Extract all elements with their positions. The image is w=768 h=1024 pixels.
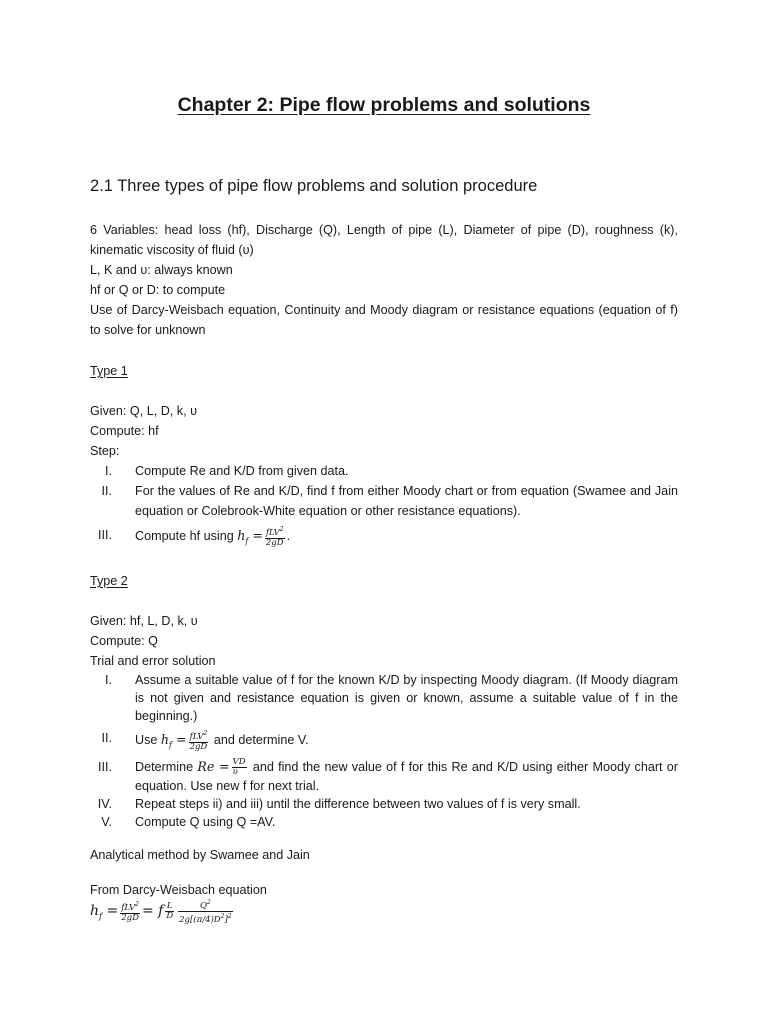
step-text: Repeat steps ii) and iii) until the difference between two values of f is very small. <box>135 797 581 812</box>
step-number: I. <box>105 464 112 478</box>
step-text-end: and find the new value of f for this Re and K/D using either Moody chart or equation. Use new f for next trial. <box>135 760 678 794</box>
use-paragraph: Use of Darcy-Weisbach equation, Continuity and Moody diagram or resistance equations (equation of f) to solve for unknown <box>90 303 678 337</box>
type2-given: Given: hf, L, D, k, υ <box>90 614 198 628</box>
step-number: III. <box>98 760 112 775</box>
step-number: IV. <box>97 797 112 812</box>
section-heading: 2.1 Three types of pipe flow problems and solution procedure <box>90 177 538 195</box>
type2-trial: Trial and error solution <box>90 654 216 668</box>
step-number: II. <box>101 484 112 498</box>
chapter-title: Chapter 2: Pipe flow problems and solutions <box>177 94 591 116</box>
step-text: Assume a suitable value of f for the known K/D by inspecting Moody diagram. (If Moody diagram is not given and resistance equation is given or known, assume a suitable value of f in the beginning.) <box>135 673 678 723</box>
list-item <box>90 461 678 481</box>
step-text: Compute hf using <box>135 528 234 543</box>
step-number: III. <box>98 528 112 542</box>
list-item <box>90 758 678 795</box>
step-number: I. <box>105 673 112 687</box>
step-number: V. <box>101 815 112 830</box>
head-loss-formula: $h_f$ = $\frac{fLV^2}{2gD}$ <box>160 730 208 752</box>
list-item <box>90 729 678 754</box>
type1-steps <box>90 461 678 551</box>
type1-given: Given: Q, L, D, k, υ <box>90 404 197 418</box>
step-text: Compute Re and K/D from given data. <box>135 464 349 478</box>
step-text: Determine <box>135 760 194 775</box>
type1-heading: Type 1 <box>90 364 128 378</box>
darcy-line: From Darcy-Weisbach equation <box>90 883 267 897</box>
reynolds-formula: Re = $\frac{VD}{\upsilon}$ <box>197 757 246 778</box>
step-text: Compute Q using Q =AV. <box>135 815 276 830</box>
list-item <box>90 671 678 725</box>
head-loss-formula: $h_f$ = $\frac{fLV^2}{2gD}$ <box>237 526 284 548</box>
list-item <box>90 481 678 521</box>
list-item <box>90 813 678 831</box>
variables-paragraph: 6 Variables: head loss (hf), Discharge (Q), Length of pipe (L), Diameter of pipe (D), roughness (k), kinematic viscosity of fluid (υ) <box>90 223 678 257</box>
analytical-heading: Analytical method by Swamee and Jain <box>90 848 310 862</box>
known-line: L, K and υ: always known <box>90 263 233 277</box>
type1-compute: Compute: hf <box>90 424 159 438</box>
darcy-equation: $h_f$ = $\frac{fLV^2}{2gD}$ = f $\frac{L}{D}$ $\frac{Q^2}{2g[(\pi/4)D^2]^2}$ <box>90 899 232 925</box>
step-text: Use <box>135 732 158 747</box>
list-item <box>90 525 678 551</box>
type2-compute: Compute: Q <box>90 634 158 648</box>
type1-step-label: Step: <box>90 444 120 458</box>
step-number: II. <box>101 731 112 745</box>
type2-steps <box>90 671 678 831</box>
list-item <box>90 795 678 813</box>
step-text-end: and determine V. <box>213 732 309 747</box>
compute-line: hf or Q or D: to compute <box>90 283 226 297</box>
type2-heading: Type 2 <box>90 574 128 588</box>
step-text: For the values of Re and K/D, find f from either Moody chart or from equation (Swamee and Jain equation or Colebrook-White equation or other resistance equations). <box>135 484 678 518</box>
step-text-end: . <box>286 528 291 543</box>
